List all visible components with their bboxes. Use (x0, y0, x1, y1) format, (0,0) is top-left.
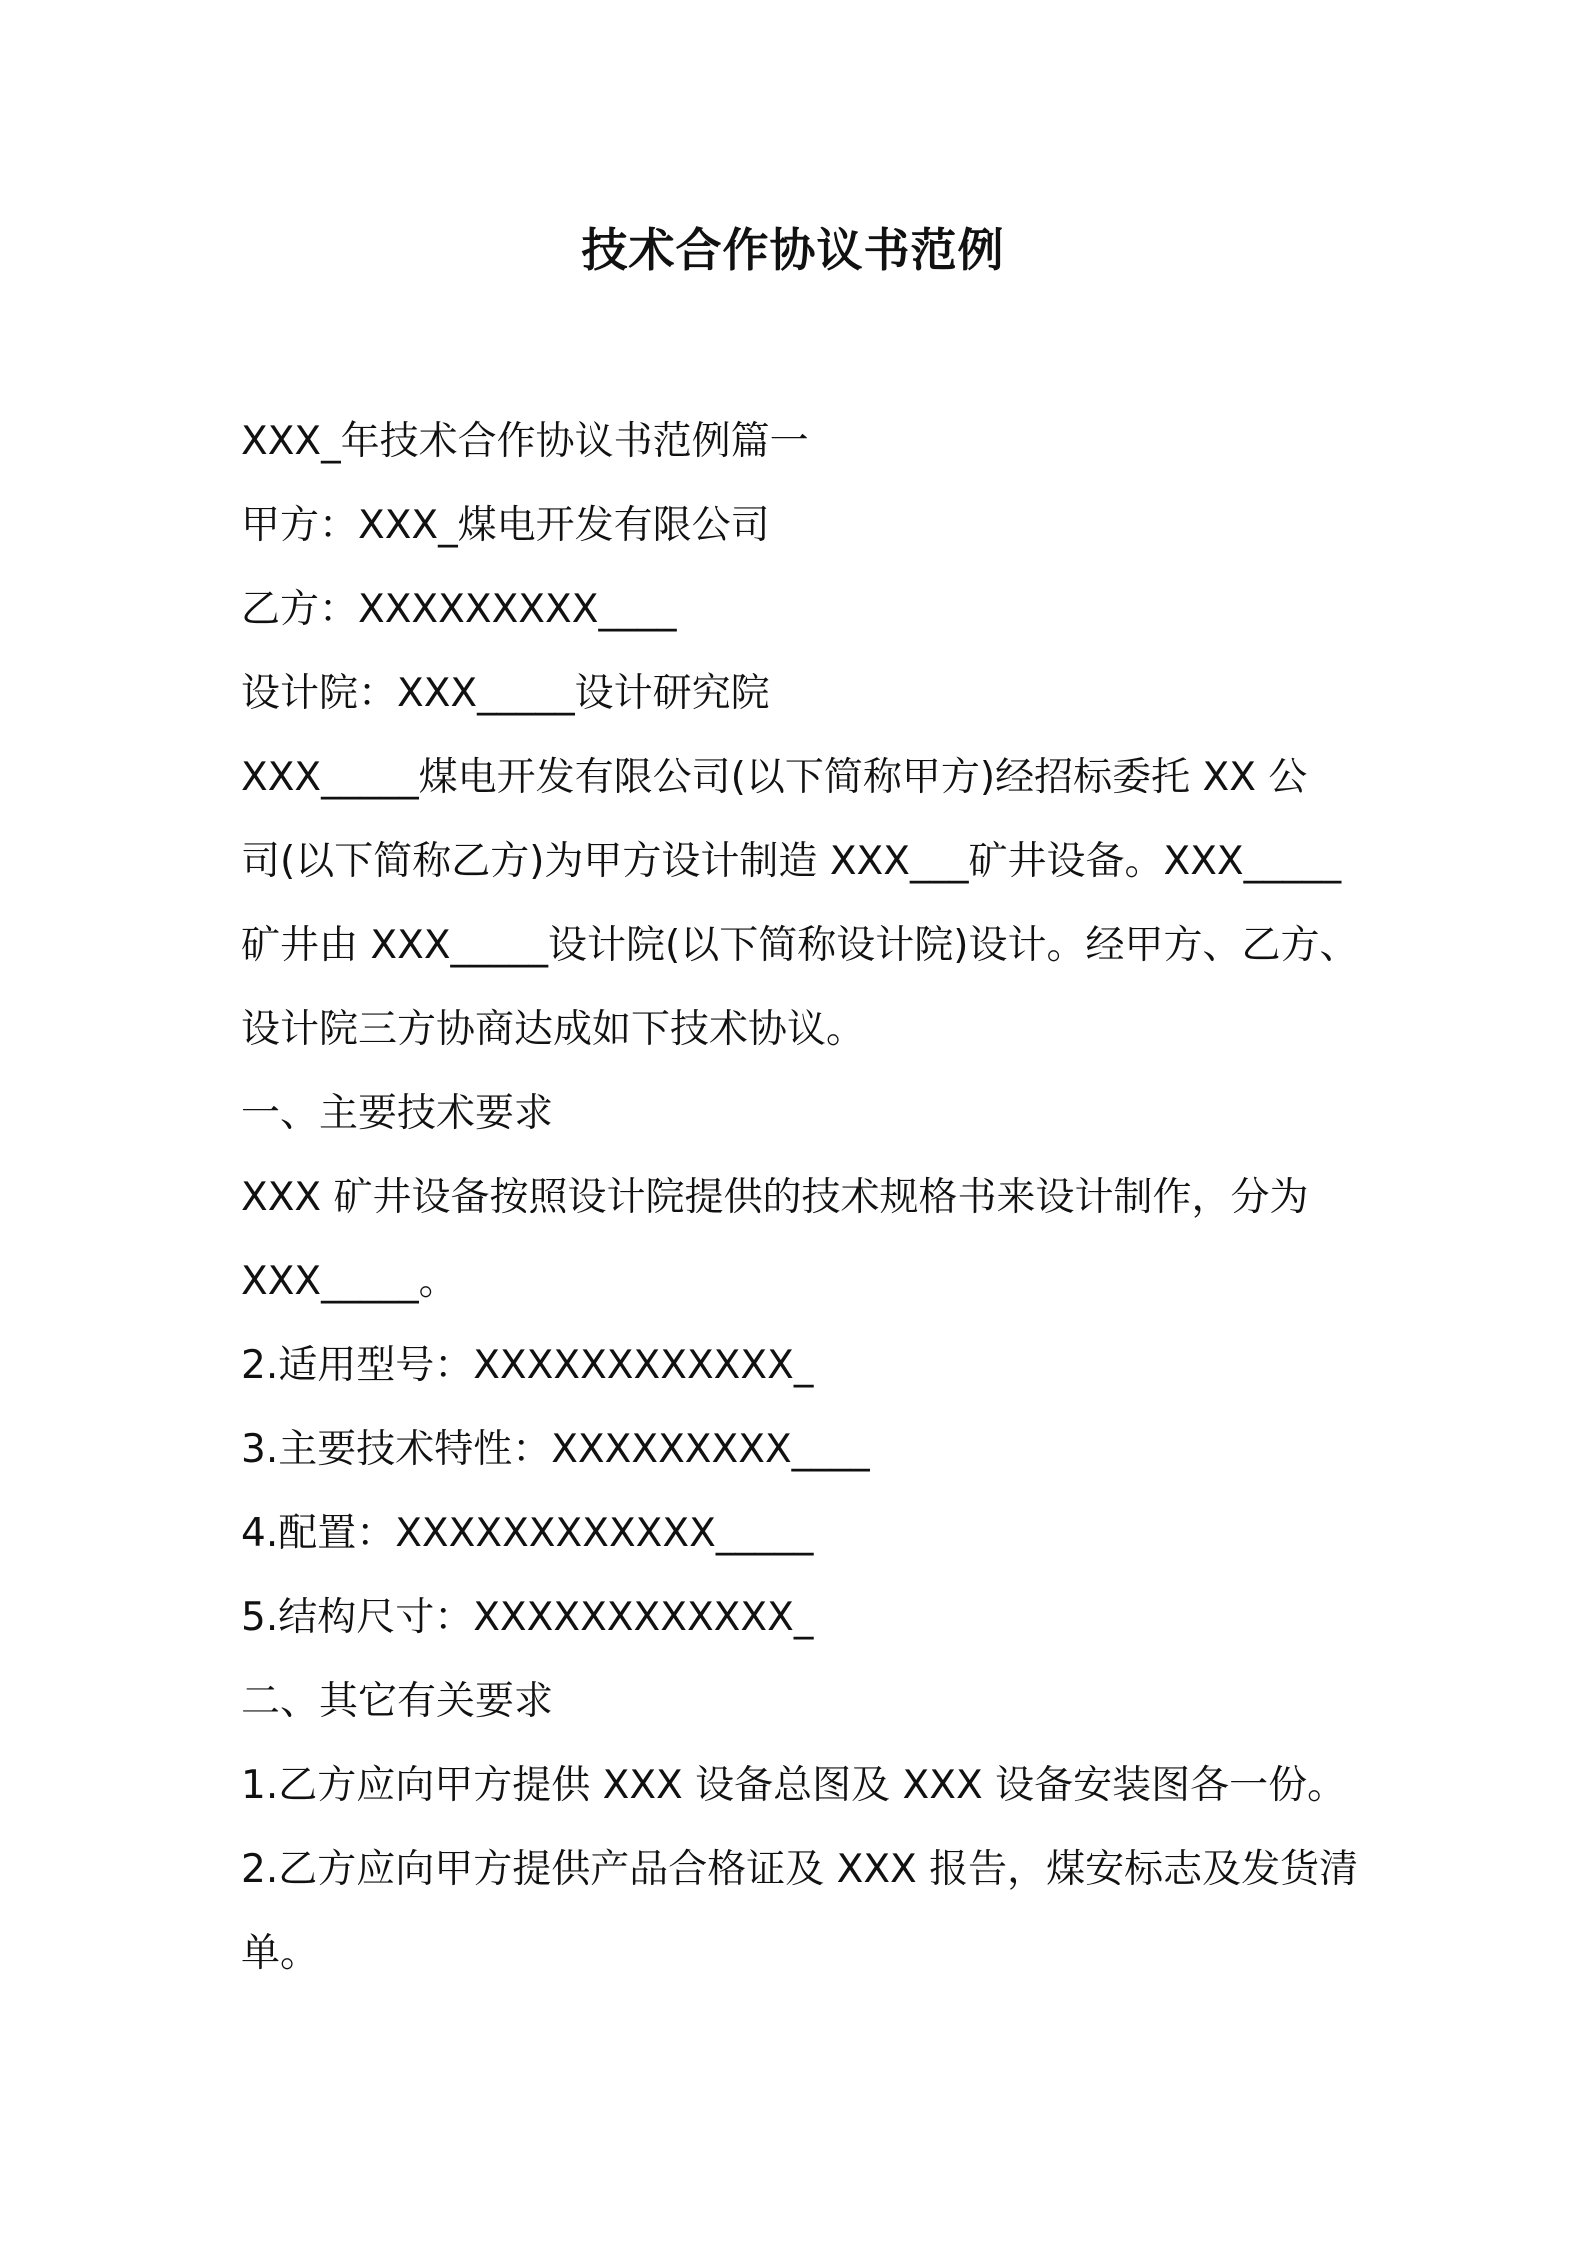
party-b-line: 乙方：XXXXXXXXX____ (241, 587, 677, 632)
item-configuration: 4.配置：XXXXXXXXXXXX_____ (241, 1511, 814, 1556)
item-main-characteristics: 3.主要技术特性：XXXXXXXXX____ (241, 1427, 870, 1472)
requirements-paragraph-line-1: XXX 矿井设备按照设计院提供的技术规格书来设计制作，分为 (241, 1175, 1309, 1220)
document-body (241, 400, 1371, 1996)
intro-paragraph-line-1: XXX_____煤电开发有限公司(以下简称甲方)经招标委托 XX 公 (241, 755, 1308, 800)
party-a-line: 甲方：XXX_煤电开发有限公司 (241, 503, 770, 548)
intro-paragraph-line-4: 设计院三方协商达成如下技术协议。 (241, 1007, 866, 1052)
requirements-paragraph-line-2: XXX_____。 (241, 1259, 458, 1304)
other-item-2-line-1: 2.乙方应向甲方提供产品合格证及 XXX 报告，煤安标志及发货清 (241, 1847, 1359, 1892)
design-institute-line: 设计院：XXX_____设计研究院 (241, 671, 770, 716)
other-item-2-line-2: 单。 (241, 1931, 320, 1976)
item-applicable-model: 2.适用型号：XXXXXXXXXXXX_ (241, 1343, 814, 1388)
section-heading-part-one: XXX_年技术合作协议书范例篇一 (241, 419, 809, 464)
intro-paragraph-line-3: 矿井由 XXX_____设计院(以下简称设计院)设计。经甲方、乙方、 (241, 923, 1359, 968)
intro-paragraph-line-2: 司(以下简称乙方)为甲方设计制造 XXX___矿井设备。XXX_____ (241, 839, 1342, 884)
section-heading-technical-requirements: 一、主要技术要求 (241, 1091, 554, 1136)
section-heading-other-requirements: 二、其它有关要求 (241, 1679, 554, 1724)
document-title: 技术合作协议书范例 (581, 223, 1005, 277)
other-item-1: 1.乙方应向甲方提供 XXX 设备总图及 XXX 设备安装图各一份。 (241, 1763, 1347, 1808)
item-structure-dimensions: 5.结构尺寸：XXXXXXXXXXXX_ (241, 1595, 814, 1640)
